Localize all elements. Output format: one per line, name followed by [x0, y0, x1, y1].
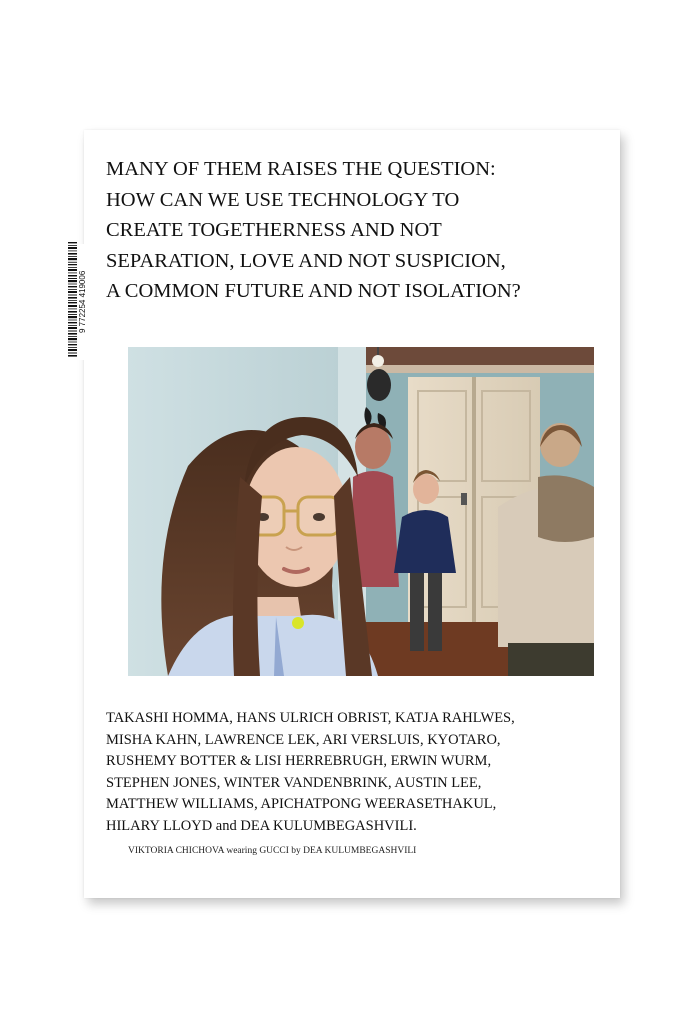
photo-caption: VIKTORIA CHICHOVA wearing GUCCI by DEA KULUMBEGASHVILI: [128, 846, 417, 856]
cover-photo-illustration: [128, 347, 594, 676]
barcode-number: 9 772254 419006: [78, 244, 88, 360]
headline-line: SEPARATION, LOVE AND NOT SUSPICION,: [106, 249, 506, 272]
contributors-line: TAKASHI HOMMA, HANS ULRICH OBRIST, KATJA RAHLWES,: [106, 710, 515, 726]
contributors-line: HILARY LLOYD and DEA KULUMBEGASHVILI.: [106, 817, 417, 834]
headline-line: MANY OF THEM RAISES THE QUESTION:: [106, 158, 496, 180]
contributors-line: MISHA KAHN, LAWRENCE LEK, ARI VERSLUIS, KYOTARO,: [106, 731, 501, 748]
contributors-line: RUSHEMY BOTTER & LISI HERREBRUGH, ERWIN WURM,: [106, 753, 492, 770]
headline-line: A COMMON FUTURE AND NOT ISOLATION?: [106, 280, 521, 303]
contributors-list: [106, 708, 576, 838]
cover-headline: [106, 154, 606, 307]
cover-photo: [128, 347, 594, 676]
contributors-line: STEPHEN JONES, WINTER VANDENBRINK, AUSTIN LEE,: [106, 774, 482, 791]
headline-line: CREATE TOGETHERNESS AND NOT: [106, 219, 442, 242]
contributors-line: MATTHEW WILLIAMS, APICHATPONG WEERASETHAKUL,: [106, 796, 497, 813]
headline-line: HOW CAN WE USE TECHNOLOGY TO: [106, 188, 460, 211]
